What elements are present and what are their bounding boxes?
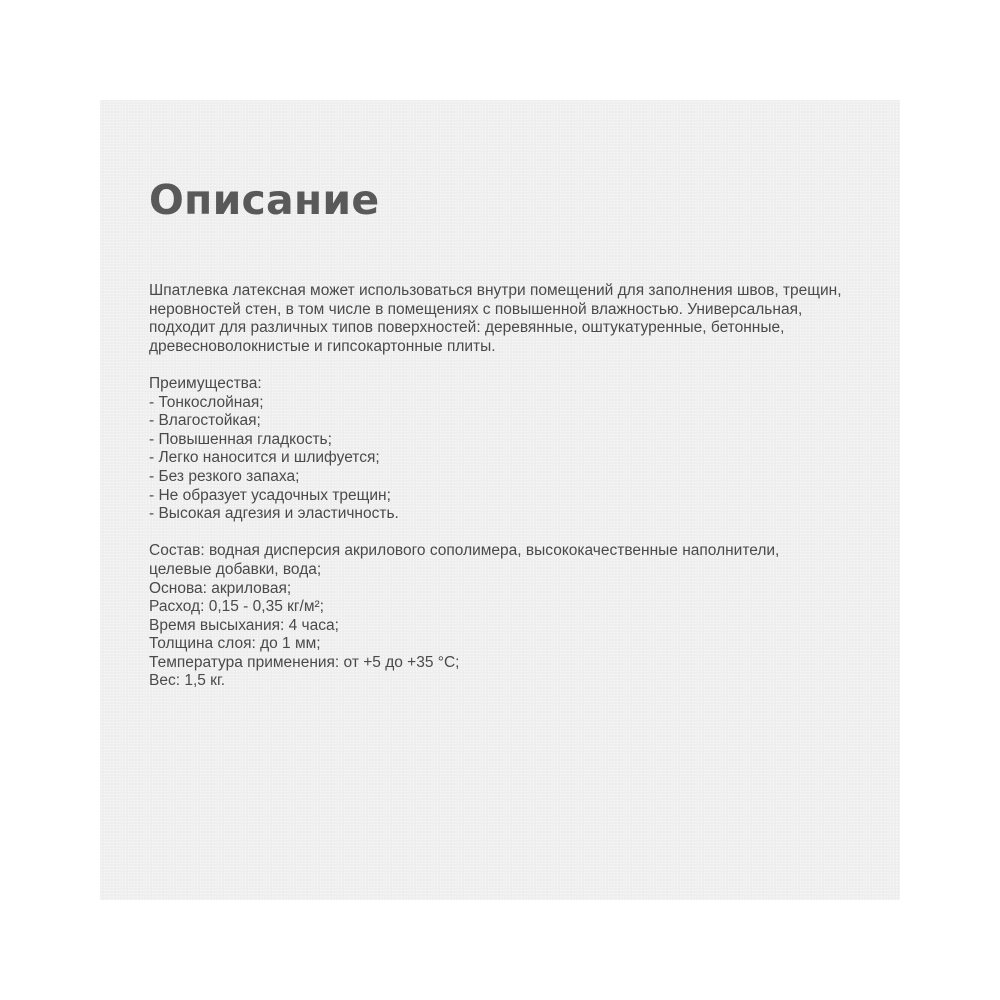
description-body (149, 282, 869, 691)
page-title: Описание (149, 176, 380, 224)
spec-drying-time: Время высыхания: 4 часа; (149, 616, 339, 634)
spec-layer-thickness: Толщина слоя: до 1 мм; (149, 635, 321, 653)
spec-composition: Состав: водная дисперсия акрилового сополимера, высококачественные наполнители, целевые добавки, вода; (149, 542, 780, 578)
spec-consumption: Расход: 0,15 - 0,35 кг/м²; (149, 598, 324, 616)
advantage-item: - Влагостойкая; (149, 412, 261, 430)
advantage-item: - Не образует усадочных трещин; (149, 486, 391, 504)
advantage-item: - Тонкослойная; (149, 393, 264, 411)
intro-paragraph: Шпатлевка латексная может использоваться внутри помещений для заполнения швов, трещин, неровностей стен, в том числе в помещениях с повышенной влажностью. Универсальная, подходит для различных типов поверхностей: деревянные, оштукатуренные, бетонные, древесноволокнистые и гипсокартонные плиты. (149, 282, 842, 355)
spacer (149, 524, 869, 543)
spec-application-temperature: Температура применения: от +5 до +35 °С; (149, 653, 460, 671)
advantage-item: - Легко наносится и шлифуется; (149, 449, 380, 467)
advantage-item: - Повышенная гладкость; (149, 430, 332, 448)
spec-base: Основа: акриловая; (149, 579, 292, 597)
advantage-item: - Без резкого запаха; (149, 467, 300, 485)
advantage-item: - Высокая адгезия и эластичность. (149, 505, 399, 523)
advantages-heading: Преимущества: (149, 374, 262, 392)
description-card (100, 100, 900, 900)
spacer (149, 356, 869, 375)
spec-weight: Вес: 1,5 кг. (149, 672, 226, 690)
